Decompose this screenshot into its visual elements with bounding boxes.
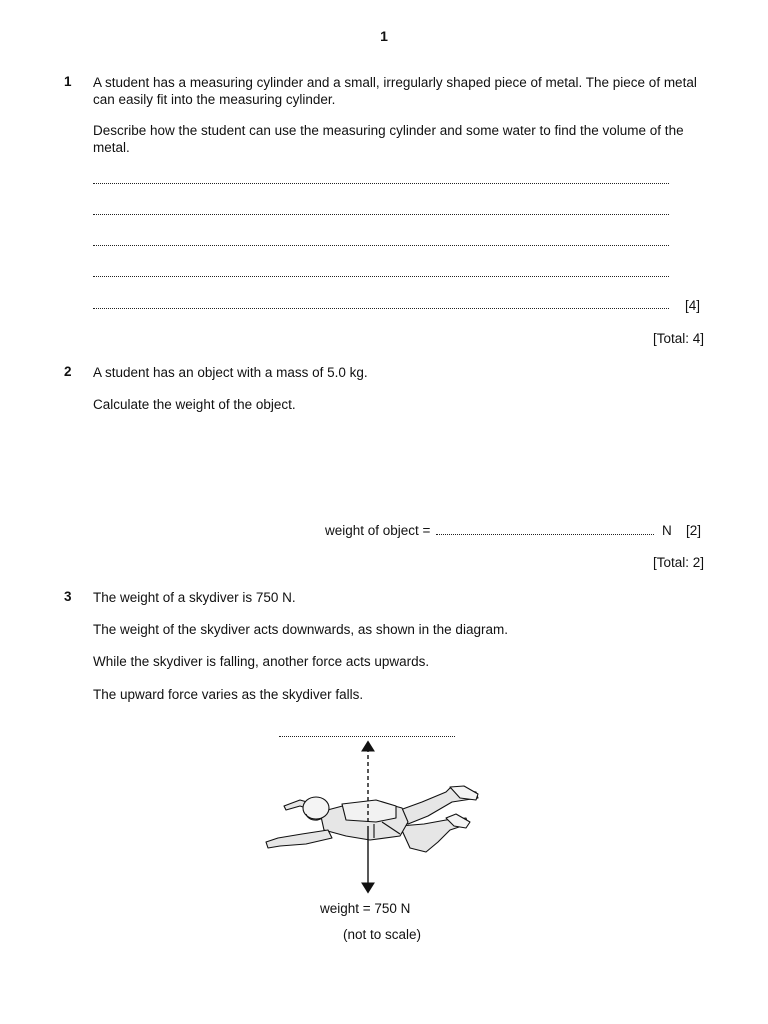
question-2-marks: [2]	[686, 523, 702, 538]
answer-line-5[interactable]	[93, 308, 669, 309]
weight-answer-row	[325, 523, 672, 538]
question-1-number: 1	[64, 74, 72, 89]
answer-line-4[interactable]	[93, 276, 669, 277]
question-1-text-2: Describe how the student can use the measuring cylinder and some water to find the volume of the metal.	[93, 123, 684, 155]
page-number: 1	[380, 28, 388, 44]
question-3-text-1: The weight of a skydiver is 750 N.	[93, 590, 296, 605]
weight-label: weight = 750 N	[320, 901, 411, 916]
question-1-marks: [4]	[685, 298, 701, 313]
question-2-number: 2	[64, 364, 72, 379]
weight-answer-line[interactable]	[436, 534, 654, 535]
question-2-total: [Total: 2]	[652, 555, 704, 570]
answer-line-1[interactable]	[93, 183, 669, 184]
skydiver-diagram	[250, 730, 490, 900]
question-3-text-2: The weight of the skydiver acts downwards, as shown in the diagram.	[93, 622, 508, 637]
answer-line-3[interactable]	[93, 245, 669, 246]
weight-answer-label: weight of object =	[325, 523, 431, 538]
question-2-text-1: A student has an object with a mass of 5.0 kg.	[93, 365, 368, 380]
question-3-text-3: While the skydiver is falling, another force acts upwards.	[93, 654, 430, 669]
question-3-text-4: The upward force varies as the skydiver falls.	[93, 687, 364, 702]
not-to-scale-note: (not to scale)	[343, 927, 422, 942]
question-2-text-2: Calculate the weight of the object.	[93, 397, 296, 412]
question-1-text-1: A student has a measuring cylinder and a small, irregularly shaped piece of metal. The piece of metal can easily fit into the measuring cylinder.	[93, 75, 697, 107]
question-1-total: [Total: 4]	[652, 331, 704, 346]
weight-answer-unit: N	[661, 523, 672, 538]
skydiver-figure	[266, 786, 478, 852]
question-3-number: 3	[64, 589, 72, 604]
answer-line-2[interactable]	[93, 214, 669, 215]
